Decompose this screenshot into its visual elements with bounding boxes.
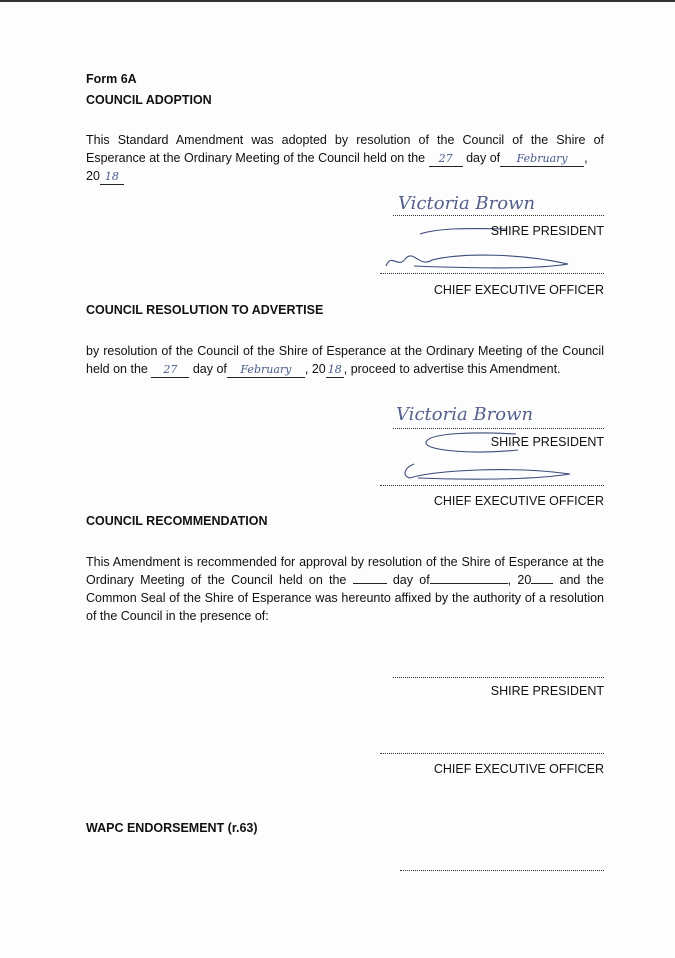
advertise-text-b: day of (192, 362, 227, 376)
advertise-ceo-label: CHIEF EXECUTIVE OFFICER (433, 494, 604, 508)
advertise-text-d: , proceed to advertise this Amendment. (343, 362, 561, 376)
advertise-president-signature: Victoria Brown (396, 404, 534, 425)
recommendation-president-label: SHIRE PRESIDENT (490, 684, 604, 698)
adoption-ceo-label: CHIEF EXECUTIVE OFFICER (433, 283, 604, 297)
advertise-ceo-signature (394, 458, 574, 484)
page-top-border (0, 0, 675, 2)
recommendation-paragraph (86, 553, 604, 625)
adoption-year-field: 18 (100, 170, 124, 185)
recommendation-month-field (430, 583, 508, 584)
form-number: Form 6A (86, 72, 137, 86)
advertise-heading: COUNCIL RESOLUTION TO ADVERTISE (86, 303, 324, 317)
adoption-day-field: 27 (429, 152, 463, 167)
recommendation-day-field (353, 583, 387, 584)
adoption-paragraph (86, 131, 604, 185)
recommendation-text-c: , 20 (507, 573, 532, 587)
adoption-ceo-signature-line (380, 273, 604, 274)
advertise-text-a: by resolution of the Council of the Shire of Esperance at the Ordinary Meeting of the Council held on the (86, 344, 604, 376)
adoption-president-signature-line (393, 215, 604, 216)
advertise-president-signature-line (393, 428, 604, 429)
adoption-text-c: , (584, 151, 588, 165)
recommendation-text-b: day of (392, 573, 430, 587)
adoption-year-prefix: 20 (86, 169, 100, 183)
adoption-month-field: February (500, 152, 584, 167)
wapc-heading: WAPC ENDORSEMENT (r.63) (86, 821, 258, 835)
recommendation-ceo-signature-line (380, 753, 604, 754)
adoption-president-label: SHIRE PRESIDENT (490, 224, 604, 238)
recommendation-year-field (531, 583, 553, 584)
recommendation-text-a: This Amendment is recommended for approval by resolution of the Shire of Esperance at the Ordinary Meeting of the Council held on the (86, 555, 604, 587)
advertise-year-field: 18 (327, 363, 342, 376)
advertise-month-field: February (227, 363, 305, 378)
recommendation-heading: COUNCIL RECOMMENDATION (86, 514, 268, 528)
advertise-day-field: 27 (151, 363, 189, 378)
adoption-president-signature: Victoria Brown (398, 193, 536, 214)
recommendation-ceo-label: CHIEF EXECUTIVE OFFICER (433, 762, 604, 776)
recommendation-president-signature-line (393, 677, 604, 678)
advertise-president-label: SHIRE PRESIDENT (490, 435, 604, 449)
adoption-ceo-signature (384, 246, 574, 272)
adoption-heading: COUNCIL ADOPTION (86, 93, 212, 107)
adoption-text-b: day of (466, 151, 501, 165)
advertise-text-c: , 20 (304, 362, 326, 376)
advertise-paragraph (86, 342, 604, 378)
adoption-text-a: This Standard Amendment was adopted by resolution of the Council of the Shire of Esperance at the Ordinary Meeting of the Council held on the (86, 133, 604, 165)
advertise-ceo-signature-line (380, 485, 604, 486)
wapc-signature-line (400, 870, 604, 871)
recommendation-text-d: and the Common Seal of the Shire of Esperance was hereunto affixed by the authority of a resolution of the Council in the presence of: (86, 573, 604, 623)
